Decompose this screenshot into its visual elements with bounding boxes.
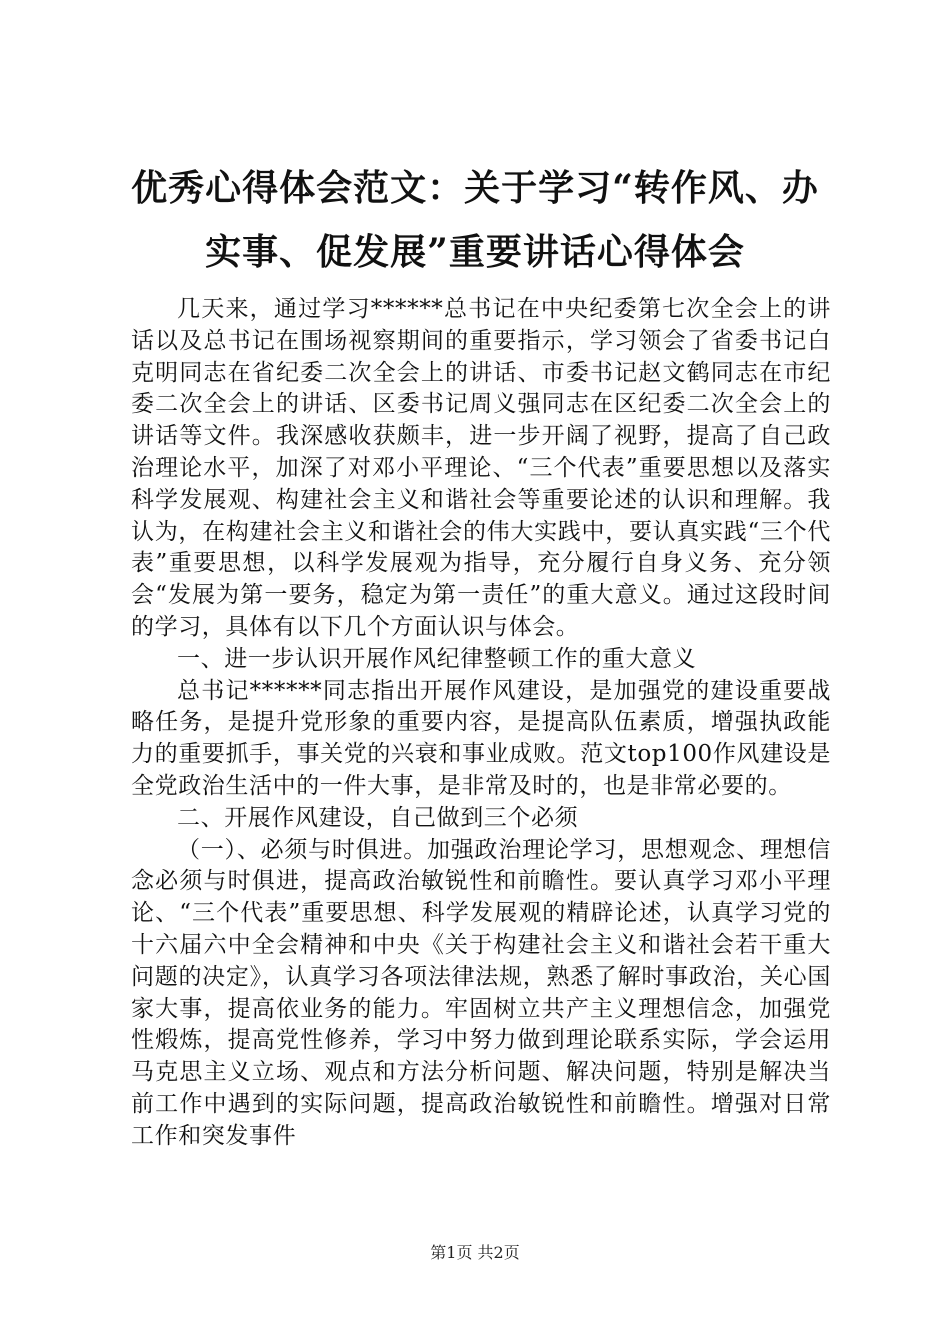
document-body: [131, 294, 831, 1153]
section-heading-1: 一、进一步认识开展作风纪律整顿工作的重大意义: [177, 645, 697, 672]
document-title: 优秀心得体会范文：关于学习“转作风、办实事、促发展”重要讲话心得体会: [131, 167, 819, 273]
paragraph-section-2-item-1: （一）、必须与时俱进。加强政治理论学习，思想观念、理想信念必须与时俱进，提高政治敏锐性和前瞻性。要认真学习邓小平理论、“三个代表”重要思想、科学发展观的精辟论述，认真学习党的十六届六中全会精神和中央《关于构建社会主义和谐社会若干重大问题的决定》，认真学习各项法律法规，熟悉了解时事政治，关心国家大事，提高依业务的能力。牢固树立共产主义理想信念，加强党性煅炼，提高党性修养，学习中努力做到理论联系实际，学会运用马克思主义立场、观点和方法分析问题、解决问题，特别是解决当前工作中遇到的实际问题，提高政治敏锐性和前瞻性。增强对日常工作和突发事件: [131, 836, 831, 1149]
section-heading-2: 二、开展作风建设，自己做到三个必须: [177, 804, 579, 831]
paragraph-section-1: 总书记******同志指出开展作风建设，是加强党的建设重要战略任务，是提升党形象的重要内容，是提高队伍素质，增强执政能力的重要抓手，事关党的兴衰和事业成败。范文top100作风建设是全党政治生活中的一件大事，是非常及时的，也是非常必要的。: [131, 677, 831, 799]
paragraph-intro: 几天来，通过学习******总书记在中央纪委第七次全会上的讲话以及总书记在围场视察期间的重要指示，学习领会了省委书记白克明同志在省纪委二次全会上的讲话、市委书记赵文鹤同志在市纪委二次全会上的讲话、区委书记周义强同志在区纪委二次全会上的讲话等文件。我深感收获颇丰，进一步开阔了视野，提高了自己政治理论水平，加深了对邓小平理论、“三个代表”重要思想以及落实科学发展观、构建社会主义和谐社会等重要论述的认识和理解。我认为，在构建社会主义和谐社会的伟大实践中，要认真实践“三个代表”重要思想，以科学发展观为指导，充分履行自身义务、充分领会“发展为第一要务，稳定为第一责任”的重大意义。通过这段时间的学习，具体有以下几个方面认识与体会。: [131, 296, 831, 640]
page-number-footer: 第1页 共2页: [430, 1243, 520, 1262]
